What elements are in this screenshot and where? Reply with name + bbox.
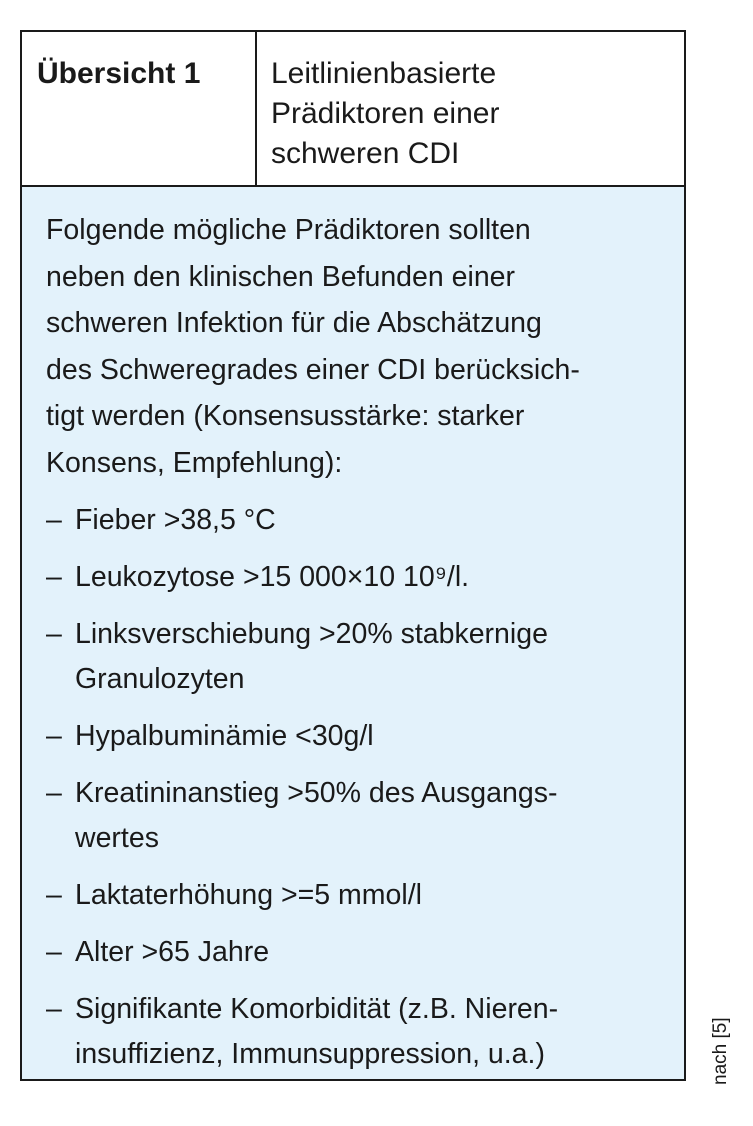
predictor-text: Laktaterhöhung >=5 mmol/l: [75, 879, 422, 911]
predictor-item-laktaterhoehung: [46, 873, 664, 918]
dash-bullet: –: [46, 618, 62, 650]
overview-title-line: Leitlinienbasierte: [271, 57, 497, 90]
predictor-item-alter: [46, 930, 664, 975]
intro-line: schweren Infektion für die Abschätzung: [46, 307, 542, 339]
dash-bullet: –: [46, 993, 62, 1025]
overview-title-line: schweren CDI: [271, 137, 460, 170]
source-note: nach [5]: [710, 1017, 731, 1085]
intro-line: Konsens, Empfehlung):: [46, 446, 343, 479]
dash-bullet: –: [46, 777, 62, 809]
overview-label: Übersicht 1: [22, 32, 257, 185]
predictor-text: Granulozyten: [75, 663, 245, 695]
predictor-item-komorbiditaet: [46, 987, 664, 1077]
predictor-item-fieber: [46, 498, 664, 543]
intro-paragraph: [46, 207, 664, 486]
predictor-item-kreatininanstieg: [46, 771, 664, 861]
predictor-item-leukozytose: [46, 555, 664, 600]
intro-line: des Schweregrades einer CDI berücksich-: [46, 353, 580, 386]
predictor-item-linksverschiebung: [46, 612, 664, 702]
predictor-text: Signifikante Komorbidität (z.B. Nieren-: [75, 993, 559, 1025]
overview-box: [20, 30, 686, 1081]
dash-bullet: –: [46, 504, 62, 536]
intro-line: neben den klinischen Befunden einer: [46, 260, 516, 293]
dash-bullet: –: [46, 879, 62, 911]
predictor-text: insuffizienz, Immunsuppression, u.a.): [75, 1038, 545, 1070]
dash-bullet: –: [46, 720, 62, 752]
predictor-list: [46, 498, 664, 1077]
intro-line: tigt werden (Konsensusstärke: starker: [46, 400, 525, 432]
predictor-text: Leukozytose >15 000×10 10⁹/l.: [75, 561, 470, 593]
overview-content: [22, 187, 684, 1079]
predictor-text: Linksverschiebung >20% stabkernige: [75, 618, 548, 650]
predictor-text: wertes: [75, 822, 159, 854]
intro-line: Folgende mögliche Prädiktoren sollten: [46, 214, 531, 246]
overview-title: [257, 32, 684, 185]
predictor-text: Hypalbuminämie <30g/l: [75, 720, 374, 752]
overview-title-line: Prädiktoren einer: [271, 97, 500, 130]
predictor-text: Alter >65 Jahre: [75, 936, 270, 968]
overview-header: [22, 32, 684, 187]
predictor-text: Fieber >38,5 °C: [75, 504, 276, 536]
predictor-text: Kreatininanstieg >50% des Ausgangs-: [75, 777, 558, 809]
dash-bullet: –: [46, 936, 62, 968]
predictor-item-hypalbuminaemie: [46, 714, 664, 759]
dash-bullet: –: [46, 561, 62, 593]
